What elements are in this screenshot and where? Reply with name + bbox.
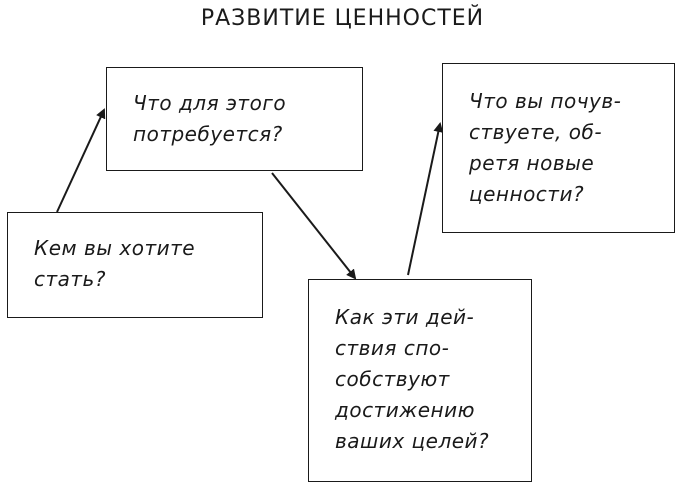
box-text-line: стать? <box>34 267 106 291</box>
box-text-line: Кем вы хотите <box>34 236 196 260</box>
box-actions-help <box>308 279 532 482</box>
box-text-line: ваших целей? <box>335 429 490 453</box>
box-text-line: достижению <box>335 398 475 422</box>
box-text-line: ретя новые <box>469 151 595 175</box>
box-text-line: Что для этого <box>133 91 287 115</box>
box-text-line: ствуете, об- <box>469 120 603 144</box>
box-text-line: потребуется? <box>133 122 283 146</box>
diagram-title: РАЗВИТИЕ ЦЕННОСТЕЙ <box>200 6 485 31</box>
box-text-line: Как эти дей- <box>335 305 475 329</box>
box-text-line: Что вы почув- <box>469 89 622 113</box>
box-text-line: ствия спо- <box>335 336 450 360</box>
arrow-require-to-actions <box>272 173 355 278</box>
arrow-become-to-require <box>57 110 104 212</box>
box-who-become <box>7 212 263 318</box>
box-how-feel <box>442 63 675 233</box>
box-text-line: собствуют <box>335 367 450 391</box>
arrow-actions-to-feel <box>408 124 440 275</box>
box-what-required <box>106 67 363 171</box>
box-text-line: ценности? <box>469 182 585 206</box>
